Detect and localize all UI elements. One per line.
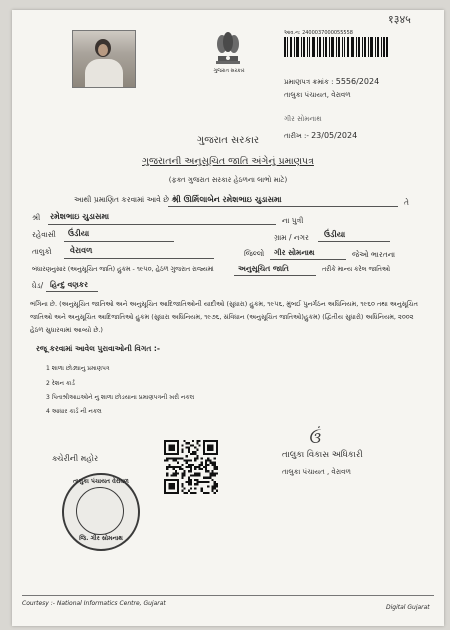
- cert-number: 5556/2024: [335, 77, 380, 86]
- residence-value: ઉંડીયા: [68, 229, 90, 238]
- gov-title: ગુજરાત સરકાર: [196, 135, 260, 146]
- place-label: ગીર સોમનાથ: [284, 115, 322, 123]
- village-value: ઉંડીયા: [324, 230, 346, 239]
- handwritten-doc-number: १३४५: [388, 13, 411, 26]
- footer-courtesy: Courtesy :- National Informatics Centre, Gujarat: [22, 600, 166, 607]
- certificate-subtitle: (ફક્ત ગુજરાત સરકાર હેઠળના લાભો માટે): [168, 176, 288, 184]
- issuing-office: તાલુકા પંચાયત, વેરાવળ: [284, 91, 351, 99]
- footer-brand: Digital Gujarat: [386, 604, 430, 611]
- issue-date: 23/05/2024: [311, 131, 358, 140]
- constitution-line: બંધારણનુસાર (અનુસૂચિત જાતિ) હુકમ - ૧૯૫૦, હેઠળ ગુજરાત રાજ્યમાં: [32, 266, 214, 273]
- shri-label: શ્રી: [32, 213, 41, 222]
- father-name: રમેશભાઇ ચુડાસમા: [50, 212, 110, 221]
- caste-label: ધેડ/: [32, 281, 44, 290]
- recognized-text: તરીકે માન્ય કરેલ જાતિઓ: [322, 266, 390, 273]
- district-value: ગીર સોમનાથ: [274, 248, 315, 257]
- documents-title: રજૂ કરવામાં આવેલ પુરાવાઓની વિગત :-: [36, 344, 161, 353]
- intro-text: આથી પ્રમાણિત કરવામાં આવે છે કે,: [74, 195, 180, 204]
- applicant-name: શ્રી ઊર્મિલાબેન રમેશભાઇ ચુડાસમા: [172, 195, 282, 204]
- legal-paragraph: ભંગિના છે. (અનુસૂચિત જાતિઓ અને અનુસૂચિત આદિજાતિઓની યાદીઓ (સુધારા) હુકમ, ૧૯૫૬, મુંબઈ પુનર્ગઠન અધિનિયમ, ૧૯૬૦ તથા અનુસૂચિત જાતિઓ અને અનુસૂચિત આદિજાતિઓ હુકમ (સુધારા અધિનિયમ, ૧૯૭૬, સંવિધાન (અનુસૂચિત જાતિઓ)હુકમ) (દ્વિતીય સુધારો) અધિનિયમ, ૨૦૦૨ હેઠળ સુધારવામાં આવ્યો છે.): [30, 300, 418, 334]
- relation-text: ના પુત્રી: [282, 216, 304, 225]
- residence-label: રહેવાસી: [32, 230, 56, 239]
- qr-code: [164, 440, 218, 494]
- applicant-photo: [72, 30, 136, 88]
- cert-number-row: [284, 77, 379, 87]
- caste-status: અનુસૂચિત જાતિ: [238, 264, 289, 273]
- document-item: 1 શાળા છોડ્યાનુ પ્રમાણપત્ર: [46, 365, 110, 372]
- emblem-caption: ગુજરાત સરકાર: [213, 68, 245, 74]
- caste-value: હિન્દુ વણકર: [50, 280, 88, 289]
- cert-number-label: પ્રમાણપત્ર ક્રમાંક :: [284, 78, 334, 86]
- document-item: 3 પિતાશ્રીઆઇઓને નુ શાળા છોડયાના પ્રમાણપત્રની ખરી નકલ: [46, 394, 195, 401]
- district-label: જિલ્લો: [244, 249, 265, 258]
- taluka-value: વેરાવળ: [70, 246, 93, 255]
- document-item: 4 આધાર કાર્ડ ની નકલ: [46, 408, 102, 415]
- officer-signature: ઉં: [308, 428, 321, 447]
- te-text: તે: [404, 198, 409, 207]
- village-label: ગ્રામ / નગર: [274, 233, 309, 242]
- signatory-office: તાલુકા પંચાયત , વેરાવળ: [282, 468, 351, 476]
- taluka-label: તાલુકો: [32, 247, 52, 256]
- date-label: તારીખ :-: [284, 132, 309, 140]
- stamp-text-top: તાલુકા પંચાયત વેરાવળ: [73, 478, 129, 485]
- barcode: [284, 37, 388, 57]
- office-stamp: [62, 473, 140, 551]
- seal-label: ક્ચેરીની મહોર: [52, 454, 99, 463]
- certificate-page: [12, 10, 444, 626]
- signatory-title: તાલુકા વિકાસ અધિકારી: [282, 450, 363, 460]
- barcode-text: આવ.ન: 2400037000055558: [284, 30, 353, 36]
- document-item: 2 રેશન કાર્ડ: [46, 380, 75, 387]
- state-label: જેઓ ભારતના: [352, 250, 396, 259]
- stamp-text-bottom: જિ. ગીર સોમનાથ: [79, 535, 123, 542]
- certificate-title: ગુજરાતની અનુસૂચિત જાતિ અંગેનું પ્રમાણપત્ર: [142, 156, 314, 167]
